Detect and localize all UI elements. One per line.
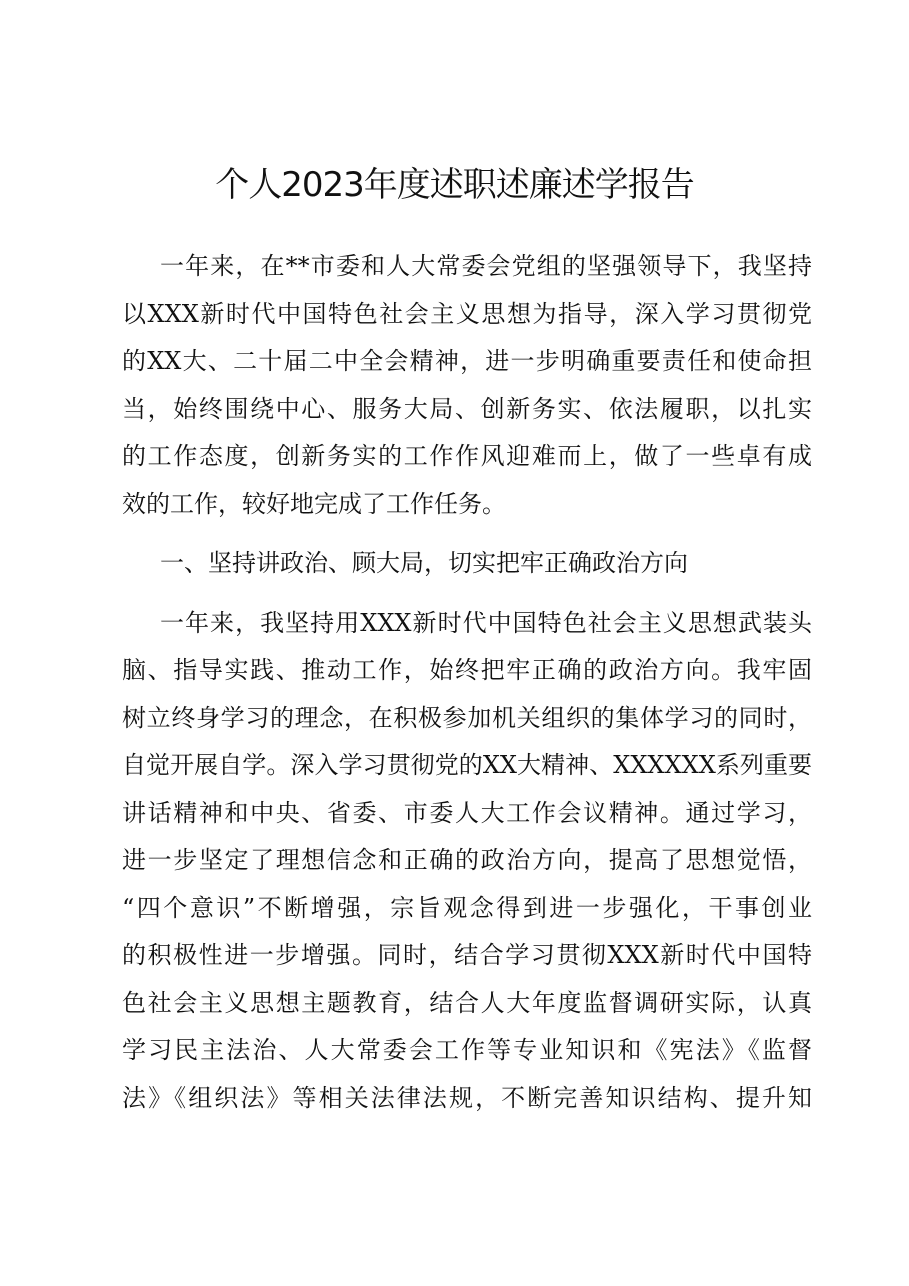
text-line: 讲话精神和中央、省委、市委人大工作会议精神。通过学习， [122, 798, 812, 827]
paragraph-section-1 [122, 600, 812, 1123]
text-line: 法》《组织法》等相关法律法规，不断完善知识结构、提升知 [122, 1083, 812, 1112]
text-line: 色社会主义思想主题教育，结合人大年度监督调研实际，认真 [122, 988, 812, 1017]
section-heading [122, 540, 812, 588]
text-line: 的XX大、二十届二中全会精神，进一步明确重要责任和使命担 [122, 347, 812, 375]
text-line: 效的工作，较好地完成了工作任务。 [122, 489, 506, 518]
text-line: 一年来，在**市委和人大常委会党组的坚强领导下，我坚持 [160, 252, 812, 280]
text-line: 的工作态度，创新务实的工作作风迎难而上，做了一些卓有成 [122, 442, 812, 470]
document-body [122, 243, 812, 1122]
text-line: 的积极性进一步增强。同时，结合学习贯彻XXX新时代中国特 [122, 941, 812, 969]
text-line: 自觉开展自学。深入学习贯彻党的XX大精神、XXXXXX系列重要 [122, 751, 812, 779]
text-line: 学习民主法治、人大常委会工作等专业知识和《宪法》《监督 [122, 1036, 812, 1064]
text-line: 脑、指导实践、推动工作，始终把牢正确的政治方向。我牢固 [122, 656, 812, 684]
paragraph-intro [122, 243, 812, 528]
text-line: 以XXX新时代中国特色社会主义思想为指导，深入学习贯彻党 [122, 299, 812, 328]
text-line: 当，始终围绕中心、服务大局、创新务实、依法履职，以扎实 [122, 394, 812, 423]
text-line: “四个意识”不断增强，宗旨观念得到进一步强化，干事创业 [122, 893, 812, 922]
text-line: 树立终身学习的理念，在积极参加机关组织的集体学习的同时， [122, 703, 812, 732]
section-heading-text: 一、坚持讲政治、顾大局，切实把牢正确政治方向 [160, 549, 688, 577]
document-title: 个人2023年度述职述廉述学报告 [215, 165, 694, 205]
text-line: 一年来，我坚持用XXX新时代中国特色社会主义思想武装头 [160, 608, 812, 637]
text-line: 进一步坚定了理想信念和正确的政治方向，提高了思想觉悟， [122, 846, 812, 874]
